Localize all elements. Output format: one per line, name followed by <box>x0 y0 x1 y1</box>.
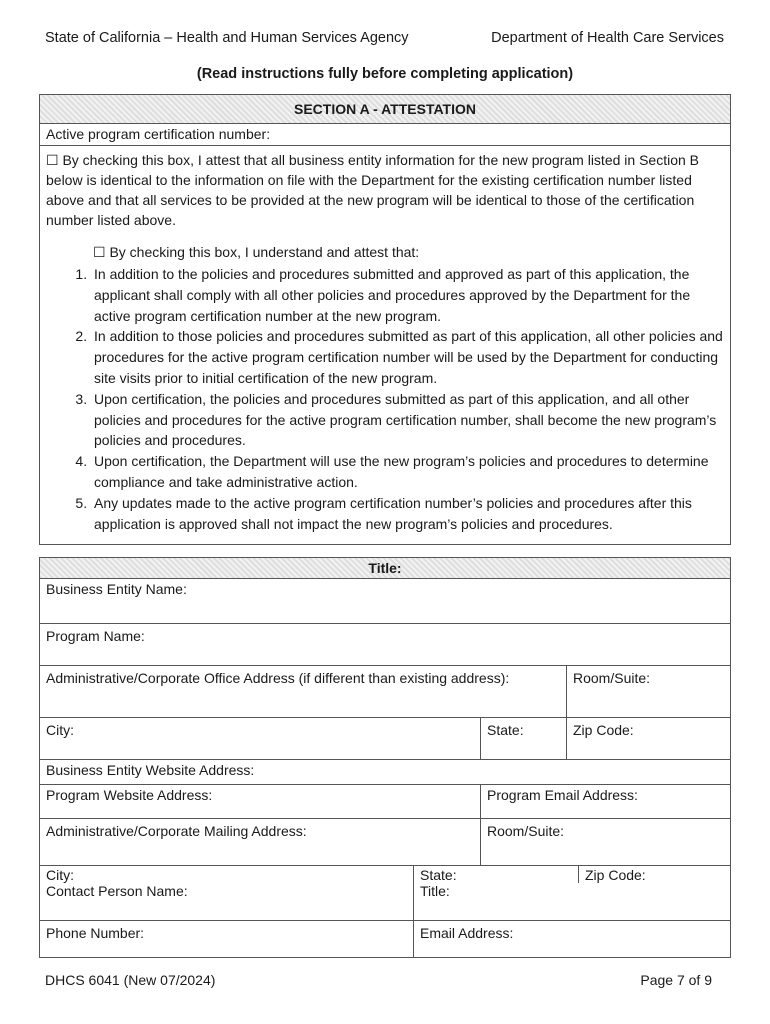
zip-label-1: Zip Code: <box>573 722 634 738</box>
website-label: Business Entity Website Address: <box>46 762 255 778</box>
admin-address-label: Administrative/Corporate Office Address (if different than existing address): <box>46 670 510 686</box>
department-header: Department of Health Care Services <box>491 30 724 46</box>
city-label-1: City: <box>46 722 74 738</box>
attestation-list <box>46 264 724 534</box>
attest-paragraph-2 <box>93 242 724 262</box>
city-label-2: City: <box>46 867 74 883</box>
phone-label: Phone Number: <box>46 925 145 941</box>
admin-address-field[interactable] <box>40 666 566 717</box>
contact-name-field[interactable] <box>40 883 413 920</box>
attest-text-2: By checking this box, I understand and attest that: <box>109 244 420 260</box>
form-id: DHCS 6041 (New 07/2024) <box>45 972 216 988</box>
phone-field[interactable] <box>40 921 413 957</box>
title-label: Title: <box>420 883 450 899</box>
attest-text-1: By checking this box, I attest that all business entity information for the new program listed in Section B below is identical to the information on file with the Department for the existing certification number listed above and that all services to be provided at the new program will be identical to those of the certification number listed above. <box>46 152 699 228</box>
program-name-row <box>40 624 730 666</box>
mailing-address-field[interactable] <box>40 819 480 865</box>
phone-email-row <box>40 921 730 957</box>
program-name-label: Program Name: <box>46 628 145 644</box>
attestation-item: 5. Any updates made to the active program certification number’s policies and procedures after this application is approved shall not impact the new program’s policies and procedures. <box>91 493 724 535</box>
attestation-item: 1. In addition to the policies and procedures submitted and approved as part of this application, the applicant shall comply with all other policies and procedures approved by the Department for the active program certification number at the new program. <box>91 264 724 326</box>
program-email-field[interactable] <box>480 785 730 818</box>
cert-number-field[interactable] <box>40 124 730 146</box>
website-row <box>40 760 730 785</box>
business-entity-name-label: Business Entity Name: <box>46 581 187 597</box>
attestation-item: 2. In addition to those policies and procedures submitted as part of this application, all other policies and procedures for the active program certification number will be used by the Department for conducting site visits prior to initial certification of the new program. <box>91 326 724 388</box>
program-email-label: Program Email Address: <box>487 787 638 803</box>
attest-checkbox-1[interactable]: ☐ <box>46 152 59 168</box>
state-field-2[interactable] <box>413 866 578 883</box>
business-entity-name-field[interactable] <box>40 579 730 623</box>
program-website-label: Program Website Address: <box>46 787 213 803</box>
section-b-title: Title: <box>40 558 730 579</box>
attestation-item: 4. Upon certification, the Department will use the new program’s policies and procedures to determine compliance and take administrative action. <box>91 451 724 493</box>
page-number: Page 7 of 9 <box>640 972 712 988</box>
zip-field-2[interactable] <box>578 866 730 883</box>
program-website-field[interactable] <box>40 785 480 818</box>
mailing-address-row <box>40 819 730 866</box>
attest-paragraph-1 <box>46 150 724 230</box>
mailing-address-label: Administrative/Corporate Mailing Address: <box>46 823 307 839</box>
email-label: Email Address: <box>420 925 514 941</box>
section-b-business-entity <box>39 557 731 958</box>
room-suite-field-1[interactable] <box>566 666 730 717</box>
city-state-zip-row-1 <box>40 718 730 760</box>
contact-name-label: Contact Person Name: <box>46 883 188 899</box>
attestation-body <box>40 146 730 538</box>
business-entity-name-row <box>40 579 730 624</box>
state-field-1[interactable] <box>480 718 566 759</box>
city-field-2[interactable] <box>40 866 413 883</box>
attest-checkbox-2[interactable]: ☐ <box>93 244 106 260</box>
room-suite-label-2: Room/Suite: <box>487 823 565 839</box>
cert-number-label: Active program certification number: <box>46 126 271 142</box>
admin-address-row <box>40 666 730 718</box>
attestation-item: 3. Upon certification, the policies and procedures submitted as part of this application, and all other policies and procedures for the active program certification number, shall become the new program’s policies and procedures. <box>91 389 724 451</box>
email-field[interactable] <box>413 921 730 957</box>
section-a-title: SECTION A - ATTESTATION <box>40 95 730 124</box>
state-label-1: State: <box>487 722 524 738</box>
program-name-field[interactable] <box>40 624 730 665</box>
instructions-note: (Read instructions fully before completing application) <box>196 66 574 82</box>
room-suite-field-2[interactable] <box>480 819 730 865</box>
state-label-2: State: <box>420 867 457 883</box>
city-state-zip-row-2 <box>40 866 730 883</box>
website-field[interactable] <box>40 760 730 784</box>
agency-header: State of California – Health and Human Services Agency <box>45 30 409 46</box>
room-suite-label-1: Room/Suite: <box>573 670 651 686</box>
program-web-email-row <box>40 785 730 819</box>
contact-title-row <box>40 883 730 921</box>
city-field-1[interactable] <box>40 718 480 759</box>
title-field[interactable] <box>413 883 730 920</box>
section-a-attestation <box>39 94 731 545</box>
zip-label-2: Zip Code: <box>585 867 646 883</box>
zip-field-1[interactable] <box>566 718 730 759</box>
